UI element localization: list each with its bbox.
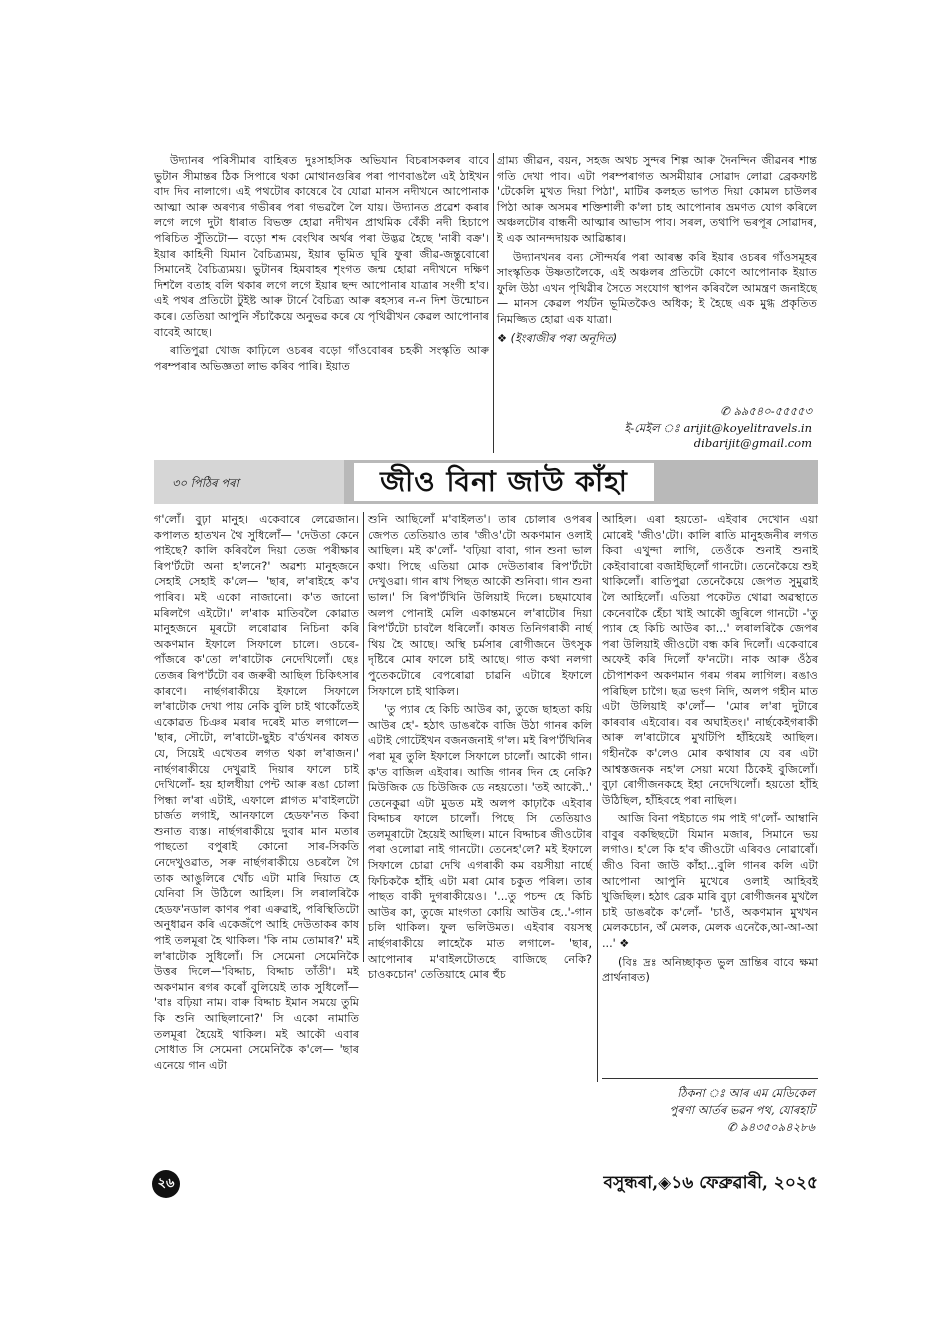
article2-paragraph: গ'লোঁ। বুঢ়া মানুহ। একেবাৰে লেৱেজান। কপালত হাতখন থৈ সুধিলোঁ— 'দেউতা কেনে পাইছে? কালি কৰিবলৈ দিয়া তেজ পৰীক্ষাৰ ৰিপ'ৰ্টটো অনা হ'লনে?' অৱশ্য মানুহজনে সেহাই সেহাই ক'লে— 'ছাৰ, ল'ৰাইহে ক'ব পাৰিব। মই একো নাজানো। ক'ত জানো মৰিলগৈ এইটো।' ল'ৰাক মাতিবলৈ কোৱাত মানুহজনে মূৰটো লৰোৱাৰ নিচিনা কৰি অকণমান ইফালে সিফালে চালে। ওচৰে-পাঁজৰে ক'তো ল'ৰাটোক নেদেখিলোঁ। ছেঃ তেজৰ ৰিপ'ৰ্টটো বৰ জৰুৰী আছিল চিকিৎসাৰ কাৰণে। নাৰ্ছগৰাকীয়ে ইফালে সিফালে ল'ৰাটোক দেখা পায় নেকি বুলি চাই থাকোঁতেই একোৱত চিঞৰ মৰাৰ দৰেই মাত লগালে— 'ছাৰ, সৌটো, ল'ৰাটো-ছুইচ ব'ৰ্ডখনৰ কাষত যে, সিয়েই এখেতৰ লগত থকা ল'ৰাজন।' নাৰ্ছগৰাকীয়ে দেখুৱাই দিয়াৰ ফালে চাই দেখিলোঁ- হয় হালধীয়া পেন্ট আৰু ৰঙা চোলা পিন্ধা ল'ৰা এটাই, এফালে প্লাগত ম'বাইলটো চাৰ্জত লগাই, আনফালে হেডফ'নত কিবা শুনাত ব্যস্ত। নাৰ্ছগৰাকীয়ে দুবাৰ মান মতাৰ পাছতো বপুৰাই কোনো সাৰ-সিকতি নেদেখুওৱাত, সৰু নাৰ্ছগৰাকীয়ে ওচৰলৈ গৈ তাক আঙুলিৰে খোঁচ এটা মাৰি দিয়াত হে যেনিবা সি উঠিলে আহিল। সি লৰালৰিকৈ হেডফ'নডাল কাণৰ পৰা এৰুৱাই, পৰিস্থিতিটো অনুধাৱন কৰি একেজঁপে আহি দেউতাকৰ কাষ পাই তলমূৰা হৈ থাকিল। 'কি নাম তোমাৰ?' মই ল'ৰাটোক সুধিলোঁ। সি সেমেনা সেমেনিকৈ উত্তৰ দিলে—'বিদ্দাচ, বিদ্দাচ তাঁতী'। মই অকণমান ৰগৰ কৰোঁ বুলিয়েই তাক সুধিলোঁ— 'বাঃ বঢ়িয়া নাম। বাৰু বিদ্দাচ ইমান সময়ে তুমি কি শুনি আছিলানো?' সি একো নামাতি তলমূৰা হৈয়েই থাকিল। মই আকৌ এবাৰ সোধাত সি সেমেনা সেমেনিকৈ ক'লে— 'ছাৰ এনেয়ে গান এটা: [154, 513, 359, 1072]
phone-line: ✆ ৯৪৩৫০৯৪২৮৬: [727, 1120, 815, 1134]
article1-left-column: [154, 153, 489, 453]
article2-column-2: [368, 512, 592, 1079]
article1-paragraph: উদ্যানৰ পৰিসীমাৰ বাহিৰত দুঃসাহসিক অভিযান বিচৰাসকলৰ বাবে ভুটান সীমান্তৰ ঠিক সিপাৰে থকা মোথানগুৰিৰ পৰা পাণবাঙলৈ এই ঠাইখন বাদ দিব নালাগে। এই পথটোৰ কাষেৰে বৈ যোৱা মানস নদীখনে আপোনাক আত্মা আৰু অৰণ্যৰ গভীৰৰ পৰা গভৱলৈ লৈ যায়। উদ্যানত প্ৰৱেশ কৰাৰ লগে লগে দুটা ধাৰাত বিভক্ত হোৱা নদীখন প্ৰাথমিক বেঁকী নদী হিচাপে পৰিচিত সুঁতিটো— বড়ো শব্দ বেংখিৰ অৰ্থৰ পৰা উদ্ভৱ হৈছে 'নাৰী বক্ৰ'। ইয়াৰ কাহিনী যিমান বৈচিত্ৰ্যময়, ইয়াৰ ভূমিত ঘূৰি ফুৰা জীৱ-জন্তুবোৰো সিমানেই বৈচিত্ৰ্যময়। ভুটানৰ হিমবাহৰ শৃংগত জন্ম হোৱা নদীখনে দক্ষিণ দিশলৈ বতাহ বলি থকাৰ লগে লগে ইয়াৰ ছন্দ আপোনাৰ যাত্ৰাৰ সংগী হ'ব। এই পথৰ প্ৰতিটো টুইষ্ট আৰু টাৰ্নে বৈচিত্ৰ্য আৰু ৰহস্যৰ ন-ন দিশ উন্মোচন কৰে। তেতিয়া আপুনি সঁচাকৈয়ে অনুভৱ কৰে যে পৃথিৱীখন কেৱল আপোনাৰ বাবেই আছে।: [154, 154, 489, 339]
author-email-secondary: dibarijit@gmail.com: [693, 436, 812, 450]
article2-column-3: [602, 512, 818, 1060]
publication-footer: বসুন্ধৰা,◈১৬ ফেব্ৰুৱাৰী, ২০২৫: [603, 1173, 818, 1193]
story-title-banner: [154, 460, 818, 504]
story-title: জীও বিনা জাউ কাঁহা: [354, 463, 654, 501]
article1-paragraph: ৰাতিপুৱা খোজ কাঢ়িলে ওচৰৰ বড়ো গাঁওবোৰৰ চহকী সংস্কৃতি আৰু পৰম্পৰাৰ অভিজ্ঞতা লাভ কৰিব পাৰি। ইয়াত: [154, 344, 489, 373]
article2-paragraph: আজি বিনা পইচাতে গম পাই গ'লোঁ- আম্বানি বাবুৰ বকছিছটো যিমান মজাৰ, সিমানে ভয় লগাও। হ'লে কি হ'ব জীওটো এৰিবও নোৱাৰোঁ। জীও বিনা জাউ কাঁহা...বুলি গানৰ কলি এটা আপোনা আপুনি মুখেৰে ওলাই আহিবই খুজিছিল। হঠাৎ ব্ৰেক মাৰি বুঢ়া ৰোগীজনৰ মুখলৈ চাই ডাঙৰকৈ ক'লোঁ- 'চাওঁ, অকণমান মুখখন মেলকচোন, অঁ মেলক, মেলক এনেকৈ,আ-আ-আ ...' ❖: [602, 812, 818, 951]
article1-paragraph: উদ্যানখনৰ বন্য সৌন্দৰ্যৰ পৰা আৰম্ভ কৰি ইয়াৰ ওচৰৰ গাঁওসমূহৰ সাংস্কৃতিক উষ্ণতালৈকে, এই অঞ্চলৰ প্ৰতিটো কোণে আপোনাক ইয়াত ফুলি উঠা এখন পৃথিৱীৰ সৈতে সংযোগ স্থাপন কৰিবলৈ আমন্ত্ৰণ জনাইছে— মানস কেৱল পৰ্যটন ভূমিতকৈও অধিক; ই হৈছে এক মুগ্ধ প্ৰকৃতিত নিমজ্জিত হোৱা এক যাত্ৰা।: [497, 250, 817, 326]
continued-from-label: ৩০ পিঠিৰ পৰা: [172, 476, 239, 490]
author-credit: [640, 1085, 815, 1136]
column-divider: [597, 512, 598, 1082]
author-phone: ✆ ৯৯৫৪০-৫৫৫৫৩: [720, 404, 812, 418]
author-email: ই-মেইল ঃ arijit@koyelitravels.in: [624, 421, 812, 435]
page-number-badge: ২৬: [152, 1170, 180, 1198]
editor-note: (বিঃ দ্ৰঃ অনিচ্ছাকৃত ভুল ভ্ৰান্তিৰ বাবে ক্ষমা প্ৰাৰ্থনাৰত): [602, 955, 818, 985]
credit-divider: [602, 1078, 818, 1079]
column-divider: [493, 153, 494, 453]
translation-note: ❖ (ইংৰাজীৰ পৰা অনূদিত): [497, 331, 618, 345]
column-divider: [363, 512, 364, 962]
article2-paragraph: শুনি আছিলোঁ ম'বাইলত'। তাৰ চোলাৰ ওপৰৰ জেপত তেতিয়াও তাৰ 'জীও'টো অকণমান ওলাই আছিল। মই ক'লোঁ- 'বঢ়িয়া বাবা, গান শুনা ভাল কথা। পিছে এতিয়া মোক দেউতাৰাৰ ৰিপ'ৰ্টটো দেখুওৱা। গান ৰাখ পিছত আকৌ শুনিবা। গান শুনা ভাল।' সি ৰিপ'ৰ্টখিনি উলিয়াই দিলে। চছমাযোৰ অলপ পোনাই মেলি একান্তমনে ল'ৰাটোৰ দিয়া ৰিপ'ৰ্টটো চাবলৈ ধৰিলোঁ। কাষত তিনিগৰাকী নাৰ্ছ থিয় হৈ আছে। অস্থি চৰ্মসাৰ ৰোগীজনে উৎসুক দৃষ্টিৰে মোৰ ফালে চাই আছে। গাত কথা নলগা পুতেকটোৰে বেপৰোৱা চাৱনি এটাৰে ইফালে সিফালে চাই থাকিল।: [368, 513, 592, 698]
article2-column-1: [154, 512, 359, 1072]
article2-paragraph: আহিল। এৰা হয়তো- এইবাৰ দেখোন এয়া মোৰেই 'জীও'টো। কালি ৰাতি মানুহজনীৰ লগত কিবা এখুন্দা লাগি, তেওঁকে শুনাই শুনাই কেইবাবাৰো বজাইছিলোঁ গানটো। তেনেকৈয়ে শুই থাকিলোঁ। ৰাতিপুৱা তেনেকৈয়ে জেপত সুমুৱাই লৈ আহিলোঁ। এতিয়া পকেটত থোৱা অৱস্থাতে কেনেবাকৈ হেঁচা খাই আকৌ জুৰিলে গানটো -'তু প্যাৰ হে কিচি আউৰ কা...' লৰালৰিকৈ জেপৰ পৰা উলিয়াই জীওটো বন্ধ কৰি দিলোঁ। একেবাৰে অফেই কৰি দিলোঁ ফ'নটো। নাক আৰু ওঁঠৰ চৌপাশকণ অকণমান গৰম গৰম লাগিল। ৰঙাও পৰিছিল চাগৈ। ছত্ৰ ভংগ নিদি, অলপ গহীন মাত এটা উলিয়াই ক'লোঁ— 'মোৰ ল'ৰা দুটাৰে কাৰবাৰ এইবোৰ। বৰ অঘাইতং।' নাৰ্ছকেইগৰাকী আৰু ল'ৰাটোৰে মুখটিপি হাঁহিয়েই আছিল। গহীনকৈ ক'লেও মোৰ কথাষাৰ যে বৰ এটা আশ্বস্তজনক নহ'ল সেয়া মযো ঠিকেই বুজিলোঁ। বুঢ়া ৰোগীজনকহে ইহা নেদেখিলোঁ। হয়তো হাঁহি উঠিছিল, হাঁহিবহে পৰা নাছিল।: [602, 513, 818, 807]
article1-right-column: [497, 153, 817, 401]
article2-paragraph: 'তু প্যাৰ হে কিচি আউৰ কা, তুজে ছাহতা কয়ি আউৰ হে'- হঠাৎ ডাঙৰকৈ বাজি উঠা গানৰ কলি এটাই গোটেইখন বজনজনাই গ'ল। মই ৰিপ'ৰ্টখিনিৰ পৰা মূৰ তুলি ইফালে সিফালে চালোঁ। আকৌ গান। ক'ত বাজিল এইবাৰ। আজি গানৰ দিন হে নেকি? মিউজিক ডে চিউজিক ডে নহয়তো। 'তই আকৌ..' তেনেকুৱা এটা মুডত মই অলপ কাঢ়াকৈ এইবাৰ বিদ্দাচৰ ফালে চালোঁ। পিছে সি তেতিয়াও তলমূৰাটো হৈয়েই আছিল। মানে বিদ্দাচৰ জীওটোৰ পৰা ওলোৱা নাই গানটো। তেনেহ'লে? মই ইফালে সিফালে চোৱা দেখি এগৰাকী কম বয়সীয়া নাৰ্ছে ফিচিককৈ হাঁহি এটা মৰা মোৰ চকুত পৰিল। তাৰ পাছত বাকী দুগৰাকীয়েও। '...তু পচন্দ হে কিচি আউৰ কা, তুজে মাংগতা কোয়ি আউৰ হে..'-গান চলি থাকিল। ফুল ভলিউমত। এইবাৰ বয়সস্থ নাৰ্ছগৰাকীয়ে লাহেকৈ মাত লগালে- 'ছাৰ, আপোনাৰ ম'বাইলটোতহে বাজিছে নেকি? চাওকচোন' তেতিয়াহে মোৰ হুঁচ: [368, 703, 592, 982]
address-line: পুৰণা আৰ্তৰ ভৱন পথ, যোৰহাট: [669, 1103, 815, 1117]
article1-paragraph: গ্ৰাম্য জীৱন, বয়ন, সহজ অথচ সুন্দৰ শিল্প আৰু দৈনন্দিন জীৱনৰ শান্ত গতি দেখা পাব। এটা পৰম্পৰাগত অসমীয়াৰ সোৱাদ লোৱা ব্ৰেকফাষ্ট 'টেকেলি মুখত দিয়া পিঠা', মাটিৰ কলহত ভাপত দিয়া কোমল চাউলৰ পিঠা আৰু অসমৰ শক্তিশালী ক'লা চাহ আপোনাৰ ভ্ৰমণত যোগ কৰিলে অঞ্চলটোৰ বান্ধনী আত্মাৰ আভাস পাব। সৰল, তথাপি ভৰপূৰ সোৱাদৰ, ই এক আনন্দদায়ক আৱিষ্কাৰ।: [497, 154, 817, 245]
banner-continued-box: [154, 460, 344, 504]
address-line: ঠিকনা ঃ আৰ এম মেডিকেল: [677, 1086, 815, 1100]
